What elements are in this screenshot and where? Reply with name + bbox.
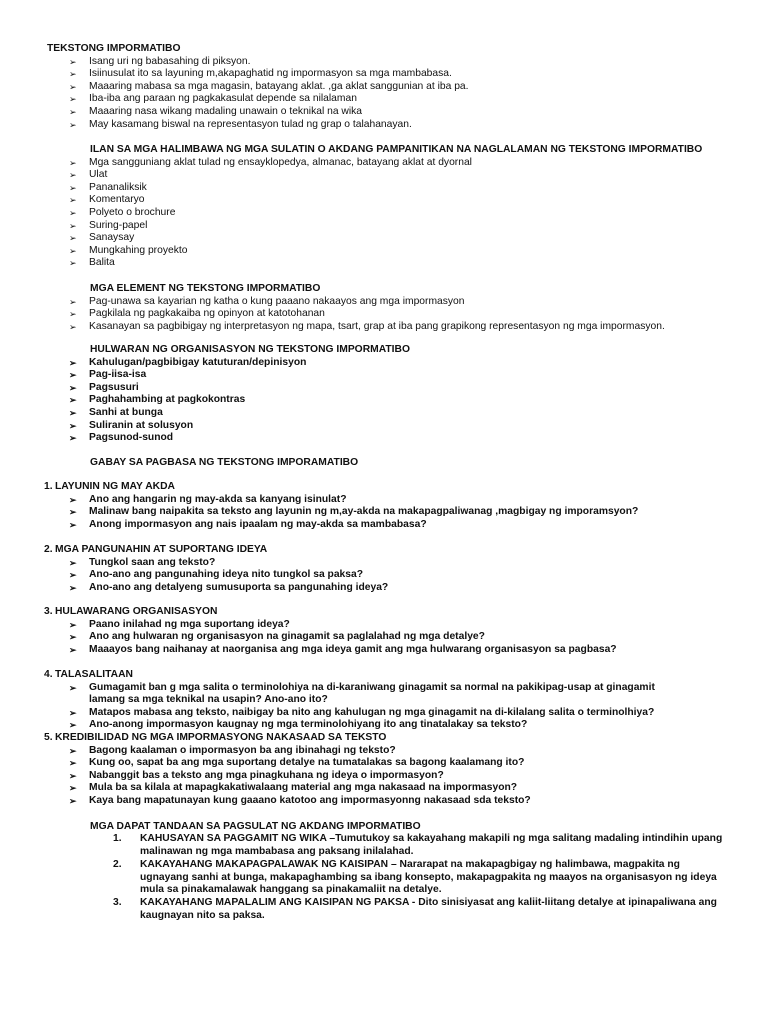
bullet-text: Maaayos bang naihanay at naorganisa ang mga ideya gamit ang mga hulwarang organisasyon sa pagbasa? (89, 643, 617, 655)
bullet-arrow-icon: ➢ (69, 644, 77, 655)
writing-item-text: KAKAYAHANG MAPALALIM ANG KAISIPAN NG PAKSA - Dito sinisiyasat ang kaliit-liitang detalye at ipinapaliwana ang kaugnayan nito sa paksa. (140, 897, 717, 921)
bullet-arrow-icon: ➢ (69, 321, 77, 332)
bullet-text: Sanaysay (89, 232, 135, 244)
bullet-text: Suring-papel (89, 219, 148, 231)
bullet-arrow-icon: ➢ (69, 745, 77, 756)
bullet-text: Kasanayan sa pagbibigay ng interpretasyon ng mapa, tsart, grap at iba pang grapikong representasyon ng mga impormasyon. (89, 320, 665, 332)
guide-heading: GABAY SA PAGBASA NG TEKSTONG IMPORAMATIBO (90, 457, 359, 468)
bullet-text: Malinaw bang naipakita sa teksto ang layunin ng m,ay-akda na makapagpaliwanag ,magbigay ng imporamsyon? (89, 506, 639, 518)
bullet-arrow-icon: ➢ (69, 507, 77, 518)
bullet-text: Nabanggit bas a teksto ang mga pinagkuhana ng ideya o impormasyon? (89, 769, 444, 781)
bullet-arrow-icon: ➢ (69, 233, 77, 244)
bullet-arrow-icon: ➢ (69, 170, 77, 181)
section-heading: MGA ELEMENT NG TEKSTONG IMPORMATIBO (90, 283, 321, 294)
bullet-arrow-icon: ➢ (69, 557, 77, 568)
guide-group-number: 5. (44, 732, 53, 743)
bullet-arrow-icon: ➢ (69, 296, 77, 307)
bullet-text: Pagkilala ng pagkakaiba ng opinyon at katotohanan (89, 308, 325, 320)
bullet-arrow-icon: ➢ (69, 69, 77, 80)
bullet-arrow-icon: ➢ (69, 94, 77, 105)
bullet-arrow-icon: ➢ (69, 619, 77, 630)
bullet-arrow-icon: ➢ (69, 182, 77, 193)
bullet-text: Kahulugan/pagbibigay katuturan/depinisyon (89, 356, 307, 368)
bullet-text: Maaaring nasa wikang madaling unawain o teknikal na wika (89, 106, 363, 117)
guide-group-text: LAYUNIN NG MAY AKDA (55, 481, 175, 492)
bullet-arrow-icon: ➢ (69, 770, 77, 781)
bullet-text: Pagsunod-sunod (89, 432, 174, 444)
bullet-arrow-icon: ➢ (69, 582, 77, 593)
guide-group-text: MGA PANGUNAHIN AT SUPORTANG IDEYA (55, 544, 268, 555)
bullet-text: Pananaliksik (89, 181, 147, 193)
bullet-arrow-icon: ➢ (69, 494, 77, 505)
bullet-text: Sanhi at bunga (89, 407, 163, 418)
bullet-arrow-icon: ➢ (69, 796, 77, 806)
bullet-text: Mula ba sa kilala at mapagkakatiwalaang material ang mga nakasaad na impormasyon? (89, 782, 518, 794)
writing-item-text: KAKAYAHANG MAKAPAGPALAWAK NG KAISIPAN – Nararapat na makapagbigay ng halimbawa, magpakita ng ugnayang sanhi at bunga, makapaghambing sa ibang konsepto, makapagpakita ng maayos na organisasyon ng ideya mula sa pinakamalawak hanggang sa pinakamaliit na detalye. (140, 859, 717, 896)
bullet-arrow-icon: ➢ (69, 370, 77, 381)
bullet-arrow-icon: ➢ (69, 433, 77, 444)
bullet-text: Maaaring mabasa sa mga magasin, batayang aklat. ,ga aklat sanggunian at iba pa. (89, 80, 469, 92)
section-heading: HULWARAN NG ORGANISASYON NG TEKSTONG IMPORMATIBO (90, 344, 410, 355)
bullet-text: May kasamang biswal na representasyon tulad ng grap o talahanayan. (89, 118, 412, 130)
bullet-arrow-icon: ➢ (69, 408, 77, 418)
bullet-text: Ulat (89, 169, 108, 181)
bullet-arrow-icon: ➢ (69, 395, 77, 406)
bullet-text: Komentaryo (89, 194, 145, 206)
bullet-arrow-icon: ➢ (69, 720, 77, 731)
section-heading: TEKSTONG IMPORMATIBO (47, 43, 181, 54)
bullet-arrow-icon: ➢ (69, 632, 77, 643)
writing-item-text: KAHUSAYAN SA PAGGAMIT NG WIKA –Tumutukoy sa kakayahang makapili ng mga salitang madaling intindihin upang malinawan ng mga mambabasa ang paksang inilalahad. (140, 833, 723, 857)
bullet-arrow-icon: ➢ (69, 56, 77, 67)
bullet-arrow-icon: ➢ (69, 682, 77, 693)
guide-group-number: 3. (44, 606, 53, 617)
bullet-text: Pag-iisa-isa (89, 369, 147, 381)
bullet-arrow-icon: ➢ (69, 195, 77, 206)
guide-group-number: 2. (44, 544, 53, 555)
bullet-text: Paghahambing at pagkokontras (89, 394, 246, 406)
bullet-text: Kung oo, sapat ba ang mga suportang detalye na tumatalakas sa bagong kaalamang ito? (89, 757, 525, 769)
bullet-arrow-icon: ➢ (69, 157, 77, 168)
bullet-text: Ano ang hangarin ng may-akda sa kanyang isinulat? (89, 493, 347, 505)
bullet-text: Mungkahing proyekto (89, 244, 188, 256)
bullet-arrow-icon: ➢ (69, 382, 77, 393)
bullet-arrow-icon: ➢ (69, 420, 77, 431)
bullet-text: Pagsusuri (89, 381, 139, 393)
bullet-arrow-icon: ➢ (69, 519, 77, 530)
bullet-arrow-icon: ➢ (69, 357, 77, 368)
writing-heading: MGA DAPAT TANDAAN SA PAGSULAT NG AKDANG IMPORMATIBO (90, 821, 421, 832)
bullet-arrow-icon: ➢ (69, 570, 77, 581)
bullet-arrow-icon: ➢ (69, 783, 77, 794)
bullet-text: Polyeto o brochure (89, 207, 176, 218)
guide-group-text: KREDIBILIDAD NG MGA IMPORMASYONG NAKASAAD SA TEKSTO (55, 732, 387, 743)
guide-group-text: TALASALITAAN (55, 669, 133, 680)
bullet-text: Bagong kaalaman o impormasyon ba ang ibinahagi ng teksto? (89, 744, 396, 756)
bullet-text: Paano inilahad ng mga suportang ideya? (89, 618, 290, 630)
writing-item-number: 1. (113, 833, 122, 844)
bullet-text: Pag-unawa sa kayarian ng katha o kung paaano nakaayos ang mga impormasyon (89, 295, 465, 307)
bullet-arrow-icon: ➢ (69, 107, 77, 117)
bullet-arrow-icon: ➢ (69, 208, 77, 218)
bullet-text: Balita (89, 257, 115, 269)
bullet-text: Ano-ano ang detalyeng sumusuporta sa pangunahing ideya? (89, 581, 389, 593)
guide-group-text: HULAWARANG ORGANISASYON (55, 606, 218, 617)
bullet-text: Kaya bang mapatunayan kung gaaano katotoo ang impormasyonng nakasaad sda teksto? (89, 795, 531, 806)
bullet-arrow-icon: ➢ (69, 119, 77, 130)
bullet-text: Isang uri ng babasahing di piksyon. (89, 55, 251, 67)
bullet-text: Ano ang hulwaran ng organisasyon na ginagamit sa paglalahad ng mga detalye? (89, 631, 485, 643)
bullet-text: Suliranin at solusyon (89, 419, 194, 431)
bullet-text: Isiinusulat ito sa layuning m,akapaghatid ng impormasyon sa mga mambabasa. (89, 68, 452, 80)
bullet-text: Matapos mabasa ang teksto, naibigay ba nito ang kahulugan ng mga ginagamit na di-kilalang salita o terminolhiya? (89, 706, 655, 718)
bullet-arrow-icon: ➢ (69, 81, 77, 92)
guide-group-number: 1. (44, 481, 53, 492)
bullet-arrow-icon: ➢ (69, 758, 77, 769)
bullet-arrow-icon: ➢ (69, 245, 77, 256)
bullet-text: Gumagamit ban g mga salita o terminolohiya na di-karaniwang ginagamit sa normal na pakikipag-usap at ginagamit lamang sa mga teknikal na usapin? Ano-ano ito? (89, 681, 655, 706)
bullet-arrow-icon: ➢ (69, 707, 77, 718)
writing-item-number: 3. (113, 897, 122, 908)
guide-group-number: 4. (44, 669, 53, 680)
bullet-text: Tungkol saan ang teksto? (89, 556, 216, 568)
bullet-text: Ano-ano ang pangunahing ideya nito tungkol sa paksa? (89, 569, 364, 581)
bullet-arrow-icon: ➢ (69, 258, 77, 269)
bullet-text: Ano-anong impormasyon kaugnay ng mga terminolohiyang ito ang tinatalakay sa teksto? (89, 719, 528, 731)
section-heading: ILAN SA MGA HALIMBAWA NG MGA SULATIN O AKDANG PAMPANITIKAN NA NAGLALAMAN NG TEKSTONG IMPORMATIBO (90, 144, 703, 155)
bullet-text: Anong impormasyon ang nais ipaalam ng may-akda sa mambabasa? (89, 518, 427, 530)
bullet-text: Iba-iba ang paraan ng pagkakasulat depende sa nilalaman (89, 93, 357, 105)
bullet-arrow-icon: ➢ (69, 309, 77, 320)
writing-item-number: 2. (113, 859, 122, 870)
bullet-arrow-icon: ➢ (69, 220, 77, 231)
bullet-text: Mga sangguniang aklat tulad ng ensayklopedya, almanac, batayang aklat at dyornal (89, 156, 472, 168)
